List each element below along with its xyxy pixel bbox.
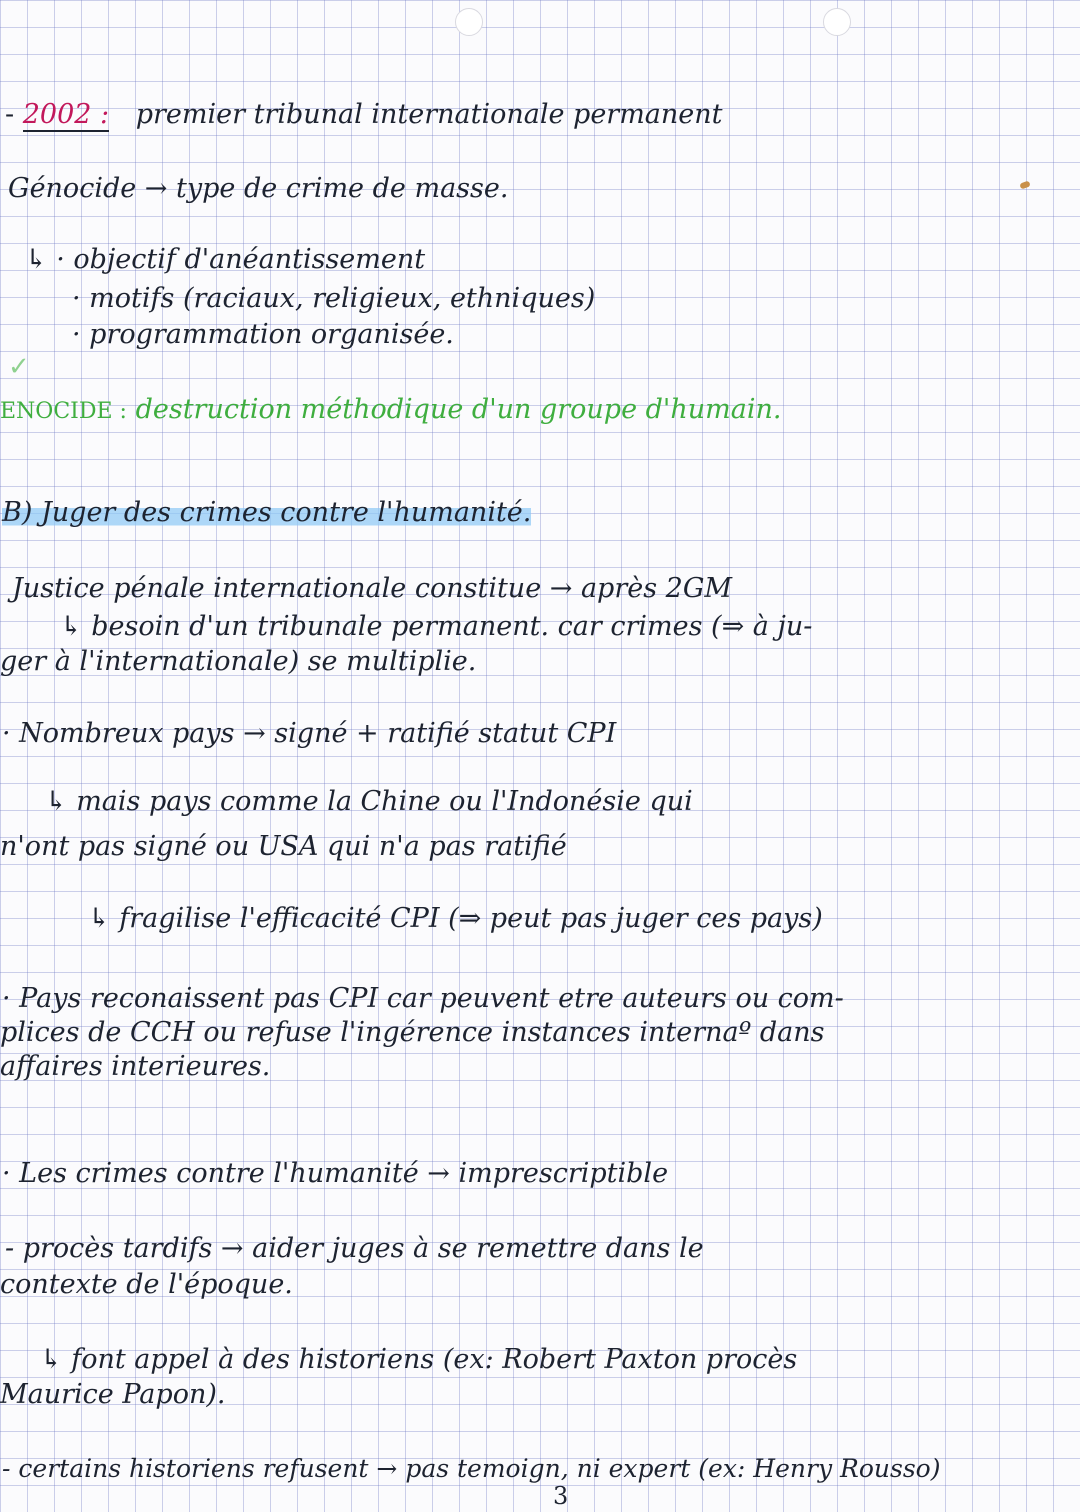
- punch-hole-left: [455, 8, 483, 36]
- line-23: - certains historiens refusent → pas temoign, ni expert (ex: Henry Rousso): [2, 1454, 941, 1483]
- line-5: · programmation organisée.: [72, 319, 454, 350]
- line-12: ↳ mais pays comme la Chine ou l'Indonésie qui: [45, 786, 693, 817]
- line-22: Maurice Papon).: [0, 1379, 226, 1410]
- line-20: contexte de l'époque.: [0, 1269, 293, 1300]
- line-17: affaires interieures.: [0, 1051, 271, 1082]
- ink-mark: [1019, 180, 1030, 189]
- line-8: Justice pénale internationale constitue → après 2GM: [12, 573, 733, 604]
- line-1: [5, 98, 723, 132]
- line-11: · Nombreux pays → signé + ratifié statut CPI: [2, 718, 617, 749]
- section-title-text: B) Juger des crimes contre l'humanité.: [2, 497, 532, 528]
- genocide-label: ENOCIDE :: [0, 399, 127, 424]
- dash: -: [5, 99, 23, 130]
- line-13: n'ont pas signé ou USA qui n'a pas ratifié: [0, 831, 567, 862]
- line-18: · Les crimes contre l'humanité → imprescriptible: [2, 1158, 669, 1189]
- section-title: [2, 496, 531, 530]
- line-9: ↳ besoin d'un tribunale permanent. car crimes (⇒ à ju-: [60, 611, 813, 642]
- punch-hole-right: [823, 8, 851, 36]
- line-16: plices de CCH ou refuse l'ingérence instances internaº dans: [0, 1017, 825, 1048]
- check-mark: ✓: [8, 352, 30, 382]
- line-15: · Pays reconaissent pas CPI car peuvent etre auteurs ou com-: [2, 983, 844, 1014]
- line-10: ger à l'internationale) se multiplie.: [0, 646, 477, 677]
- line-4: · motifs (raciaux, religieux, ethniques): [72, 283, 596, 314]
- line-21: ↳ font appel à des historiens (ex: Robert Paxton procès: [40, 1344, 798, 1375]
- page-number: 3: [553, 1482, 569, 1510]
- line-14: ↳ fragilise l'efficacité CPI (⇒ peut pas juger ces pays): [88, 903, 823, 934]
- line-6: [0, 393, 781, 429]
- line-19: - procès tardifs → aider juges à se remettre dans le: [5, 1233, 704, 1264]
- year-2002: 2002 :: [22, 99, 110, 130]
- line-2: Génocide → type de crime de masse.: [8, 173, 509, 204]
- line-3: ↳ · objectif d'anéantissement: [25, 244, 426, 275]
- genocide-definition: destruction méthodique d'un groupe d'humain.: [135, 394, 782, 425]
- tribunal-text: premier tribunal internationale permanent: [135, 99, 723, 130]
